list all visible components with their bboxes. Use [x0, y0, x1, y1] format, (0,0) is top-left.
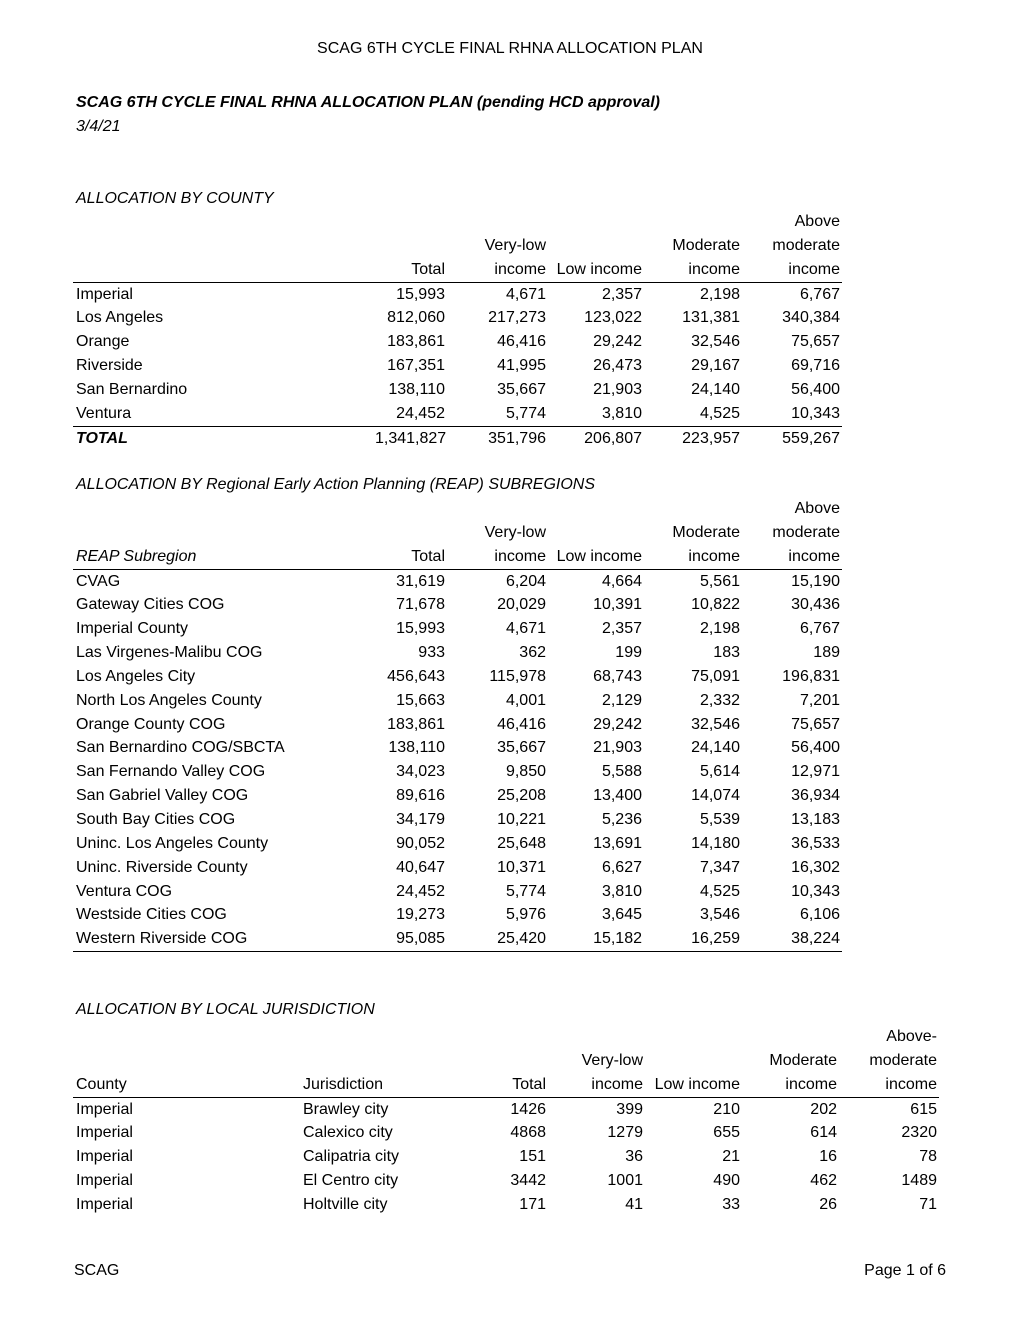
table-row	[73, 689, 842, 713]
table-cell: 7,347	[699, 858, 740, 876]
table-cell: 78	[919, 1148, 937, 1166]
header-above-line3: income	[742, 545, 842, 569]
header-above-line2: moderate	[772, 236, 840, 254]
row-label: Brawley city	[303, 1100, 389, 1118]
table-cell: 5,588	[601, 763, 642, 781]
table-cell: 69,716	[791, 357, 840, 375]
table-cell: 10,371	[497, 858, 546, 876]
table-cell: 183,861	[387, 715, 445, 733]
table-cell: 35,667	[497, 739, 546, 757]
table-row	[73, 856, 842, 880]
table-cell: 15,182	[548, 927, 644, 951]
row-label: Calexico city	[303, 1124, 393, 1142]
table-cell: 4,525	[644, 402, 742, 426]
row-label: San Gabriel Valley COG	[76, 787, 249, 805]
row-label: Uninc. Riverside County	[76, 858, 248, 876]
table-cell: 46,416	[497, 715, 546, 733]
table-cell: 20,029	[497, 596, 546, 614]
table-row	[73, 641, 842, 665]
table-cell: 9,850	[505, 763, 546, 781]
header-total: Total	[373, 545, 447, 569]
table-cell: 4,671	[505, 620, 546, 638]
table-cell: 3442	[510, 1172, 546, 1190]
row-label: Imperial	[76, 285, 133, 303]
header-very-low-line1: Very-low	[581, 1051, 643, 1069]
table-cell: 202	[810, 1100, 837, 1118]
table-row	[73, 1169, 939, 1193]
table-cell: 1279	[607, 1124, 643, 1142]
header-total: Total	[450, 1073, 548, 1097]
table-cell: 95,085	[373, 927, 447, 951]
row-label: Westside Cities COG	[76, 906, 227, 924]
row-label: Holtville city	[303, 1195, 388, 1213]
row-label: Imperial	[76, 1148, 133, 1166]
table-row	[73, 832, 842, 856]
table-cell: 12,971	[791, 763, 840, 781]
header-above-line1: Above-	[886, 1028, 937, 1045]
table-row	[73, 306, 842, 330]
row-label: North Los Angeles County	[76, 691, 262, 709]
table-cell: 32,546	[691, 715, 740, 733]
table-cell: 25,648	[497, 834, 546, 852]
header-moderate-line2: income	[644, 545, 742, 569]
table-cell: 41	[625, 1195, 643, 1213]
table-cell: 33	[722, 1195, 740, 1213]
table-cell: 19,273	[396, 906, 445, 924]
table-cell: 615	[910, 1100, 937, 1118]
table-cell: 29,167	[691, 357, 740, 375]
table-cell: 217,273	[488, 309, 546, 327]
table-cell: 5,561	[699, 572, 740, 590]
table-cell: 2,357	[601, 620, 642, 638]
header-low-income: Low income	[548, 545, 644, 569]
header-very-low-line1: Very-low	[484, 236, 546, 254]
page-header: SCAG 6TH CYCLE FINAL RHNA ALLOCATION PLAN	[317, 40, 703, 57]
header-very-low-line2: income	[548, 1073, 645, 1097]
table-cell: 30,436	[791, 596, 840, 614]
row-label: Ventura	[73, 402, 373, 426]
table-cell: 10,391	[593, 596, 642, 614]
table-cell: 655	[713, 1124, 740, 1142]
table-cell: 13,183	[791, 810, 840, 828]
table-row	[73, 903, 842, 927]
row-label: Los Angeles	[76, 309, 164, 327]
header-county: County	[73, 1073, 300, 1097]
table-cell: 171	[519, 1195, 546, 1213]
row-label: Imperial	[76, 1100, 133, 1118]
table-cell: 196,831	[782, 667, 840, 685]
table-row	[73, 354, 842, 378]
table-cell: 4,525	[699, 882, 740, 900]
table-row	[73, 1145, 939, 1169]
table-row	[73, 736, 842, 760]
table-cell: 15,993	[396, 285, 445, 303]
header-moderate-line1: Moderate	[672, 236, 740, 254]
table-cell: 26	[819, 1195, 837, 1213]
total-label: TOTAL	[76, 429, 128, 447]
row-label: Imperial County	[76, 620, 189, 638]
table-cell: 462	[810, 1172, 837, 1190]
table-cell: 138,110	[388, 380, 445, 398]
table-cell: 25,420	[447, 927, 548, 951]
row-label: San Bernardino COG/SBCTA	[76, 739, 285, 757]
table-cell: 4,001	[505, 691, 546, 709]
row-label: South Bay Cities COG	[76, 810, 236, 828]
total-cell: 559,267	[782, 429, 840, 447]
table-cell: 131,381	[682, 309, 740, 327]
table-cell: 138,110	[388, 739, 445, 757]
table-row	[73, 402, 842, 426]
header-jurisdiction: Jurisdiction	[300, 1073, 450, 1097]
table-cell: 490	[713, 1172, 740, 1190]
header-moderate-line2: income	[742, 1073, 839, 1097]
table-cell: 68,743	[593, 667, 642, 685]
table-cell: 5,614	[699, 763, 740, 781]
table-cell: 6,204	[505, 572, 546, 590]
table-cell: 2,357	[601, 285, 642, 303]
table-cell: 2,332	[699, 691, 740, 709]
table-cell: 210	[713, 1100, 740, 1118]
table-cell: 5,774	[505, 882, 546, 900]
table-row	[73, 593, 842, 617]
table-cell: 399	[616, 1100, 643, 1118]
total-row	[73, 426, 842, 450]
row-label: Imperial	[76, 1195, 133, 1213]
table-cell: 183	[713, 644, 740, 662]
reap-section-title: ALLOCATION BY Regional Early Action Planning (REAP) SUBREGIONS	[76, 476, 596, 493]
local-allocation-table	[73, 1025, 939, 1217]
total-cell: 223,957	[682, 429, 740, 447]
row-label: San Fernando Valley COG	[76, 763, 266, 781]
row-label: CVAG	[76, 572, 121, 590]
table-row	[73, 569, 842, 593]
header-low-income: Low income	[548, 258, 644, 282]
total-cell: 1,341,827	[375, 429, 447, 447]
table-cell: 25,208	[497, 787, 546, 805]
table-cell: 2,198	[699, 285, 740, 303]
header-very-low-line1: Very-low	[484, 523, 546, 541]
table-cell: 3,645	[601, 906, 642, 924]
header-low-income: Low income	[645, 1073, 742, 1097]
row-label: Ventura COG	[76, 882, 173, 900]
table-row	[73, 808, 842, 832]
table-cell: 26,473	[593, 357, 642, 375]
row-label: Orange	[76, 333, 130, 351]
table-cell: 36,533	[791, 834, 840, 852]
table-cell: 14,180	[691, 834, 740, 852]
table-cell: 362	[519, 644, 546, 662]
header-total: Total	[373, 258, 447, 282]
table-cell: 10,343	[791, 882, 840, 900]
table-cell: 21,903	[593, 380, 642, 398]
table-cell: 29,242	[593, 715, 642, 733]
table-cell: 5,774	[447, 402, 548, 426]
row-label: Orange County COG	[76, 715, 226, 733]
table-cell: 3,810	[601, 882, 642, 900]
table-row	[73, 927, 842, 951]
table-cell: 36	[625, 1148, 643, 1166]
header-reap-subregion: REAP Subregion	[73, 545, 373, 569]
table-cell: 21	[722, 1148, 740, 1166]
table-cell: 7,201	[799, 691, 840, 709]
row-label: San Bernardino	[76, 380, 188, 398]
table-row	[73, 665, 842, 689]
row-label: Calipatria city	[303, 1148, 400, 1166]
county-allocation-table	[73, 210, 842, 450]
reap-allocation-table	[73, 497, 842, 952]
row-label: Gateway Cities COG	[76, 596, 225, 614]
header-moderate-line1: Moderate	[769, 1051, 837, 1069]
table-cell: 4,664	[601, 572, 642, 590]
table-cell: 2320	[901, 1124, 937, 1142]
table-cell: 115,978	[489, 667, 546, 685]
table-cell: 6,106	[799, 906, 840, 924]
table-cell: 32,546	[691, 333, 740, 351]
row-label: Las Virgenes-Malibu COG	[76, 644, 263, 662]
table-row	[73, 378, 842, 402]
table-cell: 183,861	[387, 333, 445, 351]
table-cell: 38,224	[742, 927, 842, 951]
table-row	[73, 617, 842, 641]
table-cell: 5,236	[601, 810, 642, 828]
table-cell: 31,619	[396, 572, 445, 590]
county-section-title: ALLOCATION BY COUNTY	[76, 190, 274, 207]
table-cell: 2,198	[699, 620, 740, 638]
table-cell: 40,647	[396, 858, 445, 876]
table-row	[73, 1193, 939, 1217]
table-cell: 90,052	[396, 834, 445, 852]
table-cell: 89,616	[396, 787, 445, 805]
table-cell: 24,140	[691, 739, 740, 757]
header-above-line3: income	[839, 1073, 939, 1097]
table-cell: 16	[819, 1148, 837, 1166]
table-cell: 189	[813, 644, 840, 662]
table-cell: 13,691	[593, 834, 642, 852]
footer-page-number: Page 1 of 6	[864, 1262, 946, 1279]
table-cell: 71	[919, 1195, 937, 1213]
table-cell: 41,995	[497, 357, 546, 375]
table-cell: 123,022	[584, 309, 642, 327]
table-cell: 34,023	[396, 763, 445, 781]
table-cell: 16,302	[791, 858, 840, 876]
table-cell: 15,993	[396, 620, 445, 638]
table-cell: 6,767	[799, 285, 840, 303]
table-row	[73, 760, 842, 784]
footer-org: SCAG	[74, 1262, 120, 1279]
table-cell: 1489	[901, 1172, 937, 1190]
header-above-line1: Above	[794, 500, 840, 517]
table-cell: 4868	[510, 1124, 546, 1142]
table-cell: 56,400	[791, 739, 840, 757]
table-cell: 3,810	[548, 402, 644, 426]
table-cell: 34,179	[396, 810, 445, 828]
header-above-line1: Above	[794, 213, 840, 230]
table-cell: 15,190	[791, 572, 840, 590]
total-cell: 206,807	[584, 429, 642, 447]
row-label: Western Riverside COG	[73, 927, 373, 951]
table-cell: 812,060	[387, 309, 445, 327]
table-cell: 24,140	[691, 380, 740, 398]
table-cell: 6,767	[799, 620, 840, 638]
table-cell: 56,400	[791, 380, 840, 398]
table-cell: 10,343	[742, 402, 842, 426]
table-row	[73, 784, 842, 808]
table-cell: 24,452	[396, 882, 445, 900]
table-cell: 14,074	[691, 787, 740, 805]
table-cell: 5,539	[699, 810, 740, 828]
header-above-line2: moderate	[772, 523, 840, 541]
header-above-line3: income	[742, 258, 842, 282]
table-cell: 46,416	[497, 333, 546, 351]
table-row	[73, 1121, 939, 1145]
document-title: SCAG 6TH CYCLE FINAL RHNA ALLOCATION PLAN (pending HCD approval)	[76, 94, 660, 111]
total-cell: 351,796	[488, 429, 546, 447]
header-very-low-line2: income	[447, 258, 548, 282]
table-cell: 10,822	[691, 596, 740, 614]
row-label: Imperial	[76, 1124, 133, 1142]
row-label: Imperial	[76, 1172, 133, 1190]
table-cell: 1001	[607, 1172, 643, 1190]
document-date: 3/4/21	[76, 118, 121, 135]
table-cell: 10,221	[497, 810, 546, 828]
table-cell: 151	[519, 1148, 546, 1166]
row-label: Riverside	[76, 357, 143, 375]
table-cell: 71,678	[396, 596, 445, 614]
table-row	[73, 330, 842, 354]
table-cell: 35,667	[497, 380, 546, 398]
row-label: Los Angeles City	[76, 667, 196, 685]
table-cell: 5,976	[505, 906, 546, 924]
table-row	[73, 282, 842, 306]
row-label: El Centro city	[303, 1172, 399, 1190]
header-label	[73, 258, 373, 282]
table-cell: 24,452	[373, 402, 447, 426]
table-cell: 29,242	[593, 333, 642, 351]
table-cell: 614	[810, 1124, 837, 1142]
header-above-line2: moderate	[869, 1051, 937, 1069]
table-cell: 456,643	[387, 667, 445, 685]
table-cell: 933	[418, 644, 445, 662]
local-section-title: ALLOCATION BY LOCAL JURISDICTION	[76, 1001, 375, 1018]
table-cell: 1426	[510, 1100, 546, 1118]
table-cell: 13,400	[593, 787, 642, 805]
table-cell: 16,259	[644, 927, 742, 951]
table-cell: 36,934	[791, 787, 840, 805]
header-very-low-line2: income	[447, 545, 548, 569]
table-cell: 340,384	[782, 309, 840, 327]
table-cell: 3,546	[699, 906, 740, 924]
table-cell: 15,663	[396, 691, 445, 709]
table-cell: 167,351	[387, 357, 445, 375]
table-cell: 75,657	[791, 333, 840, 351]
table-row	[73, 1097, 939, 1121]
table-row	[73, 880, 842, 904]
table-cell: 6,627	[601, 858, 642, 876]
header-moderate-line2: income	[644, 258, 742, 282]
table-cell: 75,091	[691, 667, 740, 685]
table-cell: 2,129	[601, 691, 642, 709]
header-moderate-line1: Moderate	[672, 523, 740, 541]
table-cell: 4,671	[505, 285, 546, 303]
table-cell: 75,657	[791, 715, 840, 733]
table-cell: 199	[615, 644, 642, 662]
table-row	[73, 713, 842, 737]
row-label: Uninc. Los Angeles County	[76, 834, 269, 852]
table-cell: 21,903	[593, 739, 642, 757]
